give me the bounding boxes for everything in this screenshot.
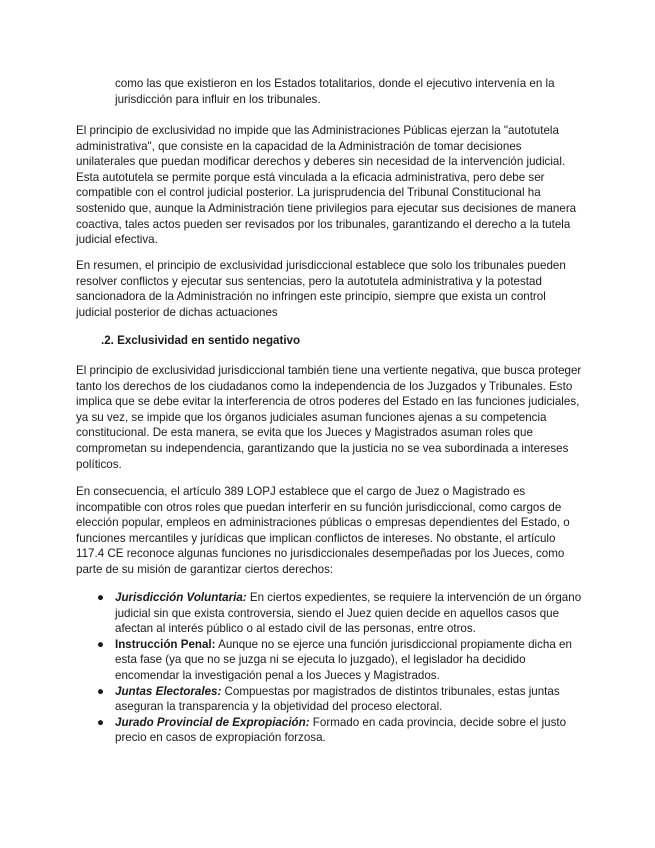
list-item-text: Aunque no se ejerce una función jurisdiccional propiamente dicha en esta fase (ya que no se juzga ni se ejecuta lo juzgado), el legislador ha decidido encomendar la investigación penal a los Jueces y Magistrados. (115, 637, 572, 682)
list-item (0, 684, 582, 715)
paragraph-vertiente-negativa: El principio de exclusividad jurisdiccional también tiene una vertiente negativa, que busca proteger tanto los derechos de los ciudadanos como la independencia de los Juzgados y Tribunales. Esto implica que se debe evitar la interferencia de otros poderes del Estado en las funciones judiciales, ya su vez, se impide que los órganos judiciales asuman funciones ajenas a su competencia constitucional. De esta manera, se evita que los Jueces y Magistrados asuman roles que comprometan su independencia, garantizando que la justicia no se vea subordinada a intereses políticos. (76, 364, 582, 471)
list-item (0, 590, 582, 637)
list-item (0, 715, 582, 746)
bullet-icon: ● (97, 637, 105, 651)
section-heading: .2. Exclusividad en sentido negativo (101, 334, 301, 347)
bullet-icon: ● (97, 715, 105, 729)
list-item-term: Jurado Provincial de Expropiación: (115, 715, 310, 729)
list-item-term: Juntas Electorales: (115, 684, 222, 698)
paragraph-consecuencia: En consecuencia, el artículo 389 LOPJ establece que el cargo de Juez o Magistrado es incompatible con otros roles que puedan interferir en su función jurisdiccional, como cargos de elección popular, empleos en administraciones públicas o empresas dependientes del Estado, o funciones mercantiles y jurídicas que implican conflictos de intereses. No obstante, el artículo 117.4 CE reconoce algunas funciones no jurisdiccionales desempeñadas por los Jueces, como parte de su misión de garantizar ciertos derechos: (76, 485, 570, 576)
list-item-text: Compuestas por magistrados de distintos tribunales, estas juntas aseguran la transparencia y la objetividad del proceso electoral. (115, 684, 560, 714)
functions-list (0, 590, 655, 746)
bullet-icon: ● (97, 591, 105, 604)
list-item-term: Instrucción Penal: (115, 637, 216, 651)
bullet-icon: ● (97, 684, 105, 698)
paragraph-continuation: como las que existieron en los Estados totalitarios, donde el ejecutivo intervenía en la jurisdicción para influir en los tribunales. (115, 77, 555, 106)
list-item (0, 637, 582, 684)
paragraph-autotutela: El principio de exclusividad no impide que las Administraciones Públicas ejerzan la "autotutela administrativa", que consiste en la capacidad de la Administración de tomar decisiones unilaterales que puedan modificar derechos y deberes sin necesidad de la intervención judicial. Esta autotutela se permite porque está vinculada a la eficacia administrativa, pero debe ser compatible con el control judicial posterior. La jurisprudencia del Tribunal Constitucional ha sostenido que, aunque la Administración tiene privilegios para ejecutar sus decisiones de manera coactiva, tales actos pueden ser revisados por los tribunales, garantizando el derecho a la tutela judicial efectiva. (76, 124, 577, 247)
list-item-text: Formado en cada provincia, decide sobre el justo precio en casos de expropiación forzosa. (115, 715, 567, 745)
list-item-text: En ciertos expedientes, se requiere la intervención de un órgano judicial sin que exista controversia, siendo el Juez quien decide en aquellos casos que afectan al interés público o al estado civil de las personas, entre otros. (115, 591, 582, 636)
paragraph-resumen: En resumen, el principio de exclusividad jurisdiccional establece que solo los tribunales pueden resolver conflictos y ejecutar sus sentencias, pero la autotutela administrativa y la potestad sancionadora de la Administración no infringen este principio, siempre que exista un control judicial posterior de dichas actuaciones (76, 259, 566, 319)
list-item-term: Jurisdicción Voluntaria: (115, 591, 247, 604)
